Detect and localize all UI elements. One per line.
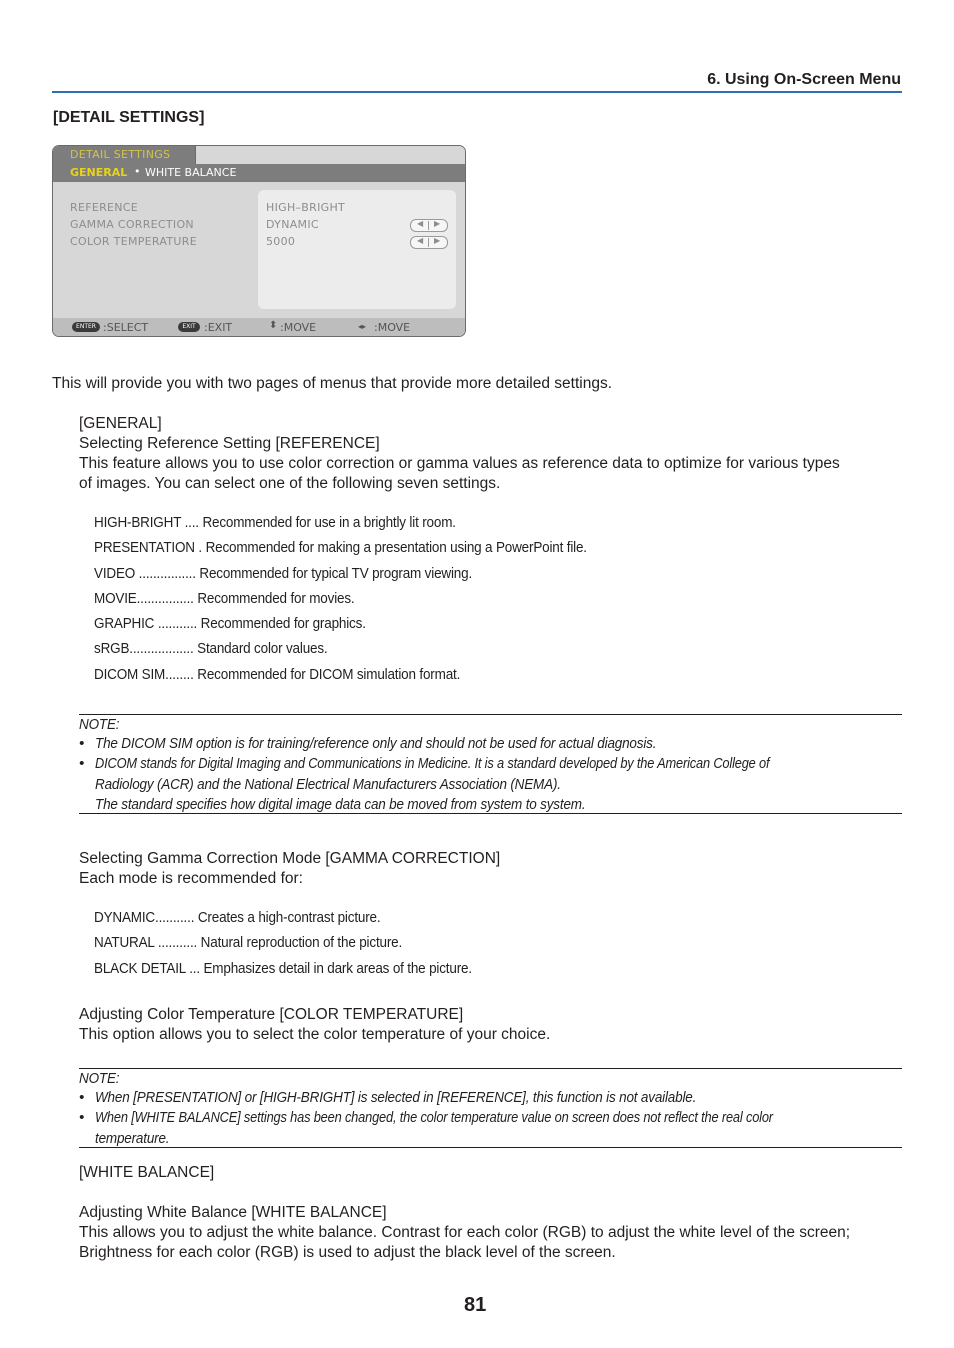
note-bullet-2-line3: The standard specifies how digital image data can be moved from system to system.: [95, 796, 586, 813]
left-right-arrow-icon: ◂▸: [358, 322, 367, 331]
list-term: GRAPHIC ...........: [94, 615, 201, 632]
osd-subtab-bar: [53, 164, 465, 182]
list-text: Recommended for graphics.: [200, 615, 366, 632]
list-text: Creates a high-contrast picture.: [197, 909, 381, 926]
list-text: Standard color values.: [197, 640, 328, 657]
intro-text: This will provide you with two pages of menus that provide more detailed settings.: [52, 375, 613, 392]
list-item: [94, 666, 460, 683]
note-bullet-1: When [PRESENTATION] or [HIGH-BRIGHT] is selected in [REFERENCE], this function is not available.: [95, 1089, 697, 1106]
osd-tab-bar: [53, 146, 465, 165]
note-bullet-1: The DICOM SIM option is for training/reference only and should not be used for actual diagnosis.: [95, 735, 657, 752]
osd-menu-screenshot: [52, 145, 466, 337]
left-arrow-icon: ◀: [417, 236, 424, 245]
list-item: [94, 640, 328, 657]
color-temp-desc: This option allows you to select the color temperature of your choice.: [79, 1026, 551, 1043]
list-text: Recommended for DICOM simulation format.: [197, 666, 461, 683]
list-term: DYNAMIC...........: [94, 909, 198, 926]
list-text: Recommended for use in a brightly lit room.: [202, 514, 456, 531]
list-text: Emphasizes detail in dark areas of the picture.: [203, 960, 472, 977]
osd-label-reference: REFERENCE: [70, 201, 139, 214]
osd-gamma-arrows: [410, 219, 448, 232]
white-balance-subheading: Adjusting White Balance [WHITE BALANCE]: [79, 1204, 387, 1221]
bullet: •: [79, 755, 85, 772]
osd-hint-select: :SELECT: [103, 321, 149, 334]
right-arrow-icon: ▶: [434, 219, 441, 228]
list-term: NATURAL ...........: [94, 934, 201, 951]
list-item: [94, 590, 354, 607]
note-rule-bottom: [79, 1147, 902, 1148]
white-balance-desc-line1: This allows you to adjust the white balance. Contrast for each color (RGB) to adjust the white level of the screen;: [79, 1224, 851, 1241]
gamma-desc: Each mode is recommended for:: [79, 870, 303, 887]
list-item: [94, 934, 402, 951]
osd-subtab-general: GENERAL: [70, 166, 128, 179]
chapter-title: 6. Using On-Screen Menu: [707, 71, 901, 88]
note-bullet-2-line1: When [WHITE BALANCE] settings has been changed, the color temperature value on screen does not reflect the real color: [95, 1109, 773, 1126]
list-text: Natural reproduction of the picture.: [200, 934, 403, 951]
list-item: [94, 960, 472, 977]
bullet: •: [79, 1109, 85, 1126]
white-balance-heading: [WHITE BALANCE]: [79, 1164, 215, 1181]
osd-tab-detail-settings: [53, 146, 196, 164]
header-rule: [52, 91, 902, 93]
list-item: [94, 909, 380, 926]
bullet: •: [79, 1089, 85, 1106]
list-term: sRGB..................: [94, 640, 198, 657]
note-rule-bottom: [79, 813, 902, 814]
page-number: 81: [464, 1294, 487, 1316]
reference-subheading: Selecting Reference Setting [REFERENCE]: [79, 435, 380, 452]
list-item: [94, 565, 472, 582]
note-bullet-2-line1: DICOM stands for Digital Imaging and Communications in Medicine. It is a standard developed by the American College of: [95, 755, 770, 772]
list-text: Recommended for movies.: [197, 590, 355, 607]
osd-hint-move-vertical: :MOVE: [280, 321, 317, 334]
osd-tab-label: DETAIL SETTINGS: [70, 148, 171, 161]
note-label: NOTE:: [79, 1070, 120, 1087]
list-term: BLACK DETAIL ...: [94, 960, 204, 977]
osd-value-reference: HIGH–BRIGHT: [266, 201, 346, 214]
note-label: NOTE:: [79, 716, 120, 733]
osd-value-color-temp: 5000: [266, 235, 296, 248]
bullet: •: [79, 735, 85, 752]
note-rule-top: [79, 714, 902, 715]
reference-desc-line2: of images. You can select one of the following seven settings.: [79, 475, 501, 492]
osd-value-panel: [258, 190, 456, 309]
osd-label-color-temp: COLOR TEMPERATURE: [70, 235, 197, 248]
osd-hint-move-horizontal: :MOVE: [374, 321, 411, 334]
exit-key-icon: EXIT: [178, 322, 200, 332]
list-item: [94, 514, 456, 531]
osd-subtab-white-balance: WHITE BALANCE: [145, 166, 237, 179]
section-title: [DETAIL SETTINGS]: [53, 109, 205, 126]
list-term: MOVIE................: [94, 590, 198, 607]
list-item: [94, 615, 366, 632]
general-heading: [GENERAL]: [79, 415, 162, 432]
note-bullet-2-line2: temperature.: [95, 1130, 170, 1147]
list-term: HIGH-BRIGHT ....: [94, 514, 203, 531]
osd-label-gamma: GAMMA CORRECTION: [70, 218, 194, 231]
list-item: [94, 539, 587, 556]
osd-footer: [53, 318, 465, 336]
list-text: Recommended for making a presentation using a PowerPoint file.: [205, 539, 587, 556]
left-arrow-icon: ◀: [417, 219, 424, 228]
note-bullet-2-line2: Radiology (ACR) and the National Electrical Manufacturers Association (NEMA).: [95, 776, 561, 793]
list-term: DICOM SIM........: [94, 666, 198, 683]
right-arrow-icon: ▶: [434, 236, 441, 245]
gamma-subheading: Selecting Gamma Correction Mode [GAMMA CORRECTION]: [79, 850, 501, 867]
osd-subtab-dot: •: [134, 165, 141, 178]
list-term: VIDEO ................: [94, 565, 200, 582]
up-down-arrow-icon: ⬍: [269, 320, 278, 331]
osd-value-gamma: DYNAMIC: [266, 218, 319, 231]
list-term: PRESENTATION .: [94, 539, 206, 556]
color-temp-subheading: Adjusting Color Temperature [COLOR TEMPERATURE]: [79, 1006, 464, 1023]
enter-key-icon: ENTER: [72, 322, 100, 332]
osd-color-temp-arrows: [410, 236, 448, 249]
note-rule-top: [79, 1068, 902, 1069]
reference-desc-line1: This feature allows you to use color correction or gamma values as reference data to optimize for various types: [79, 455, 840, 472]
list-text: Recommended for typical TV program viewing.: [199, 565, 473, 582]
osd-hint-exit: :EXIT: [204, 321, 233, 334]
white-balance-desc-line2: Brightness for each color (RGB) is used to adjust the black level of the screen.: [79, 1244, 616, 1261]
